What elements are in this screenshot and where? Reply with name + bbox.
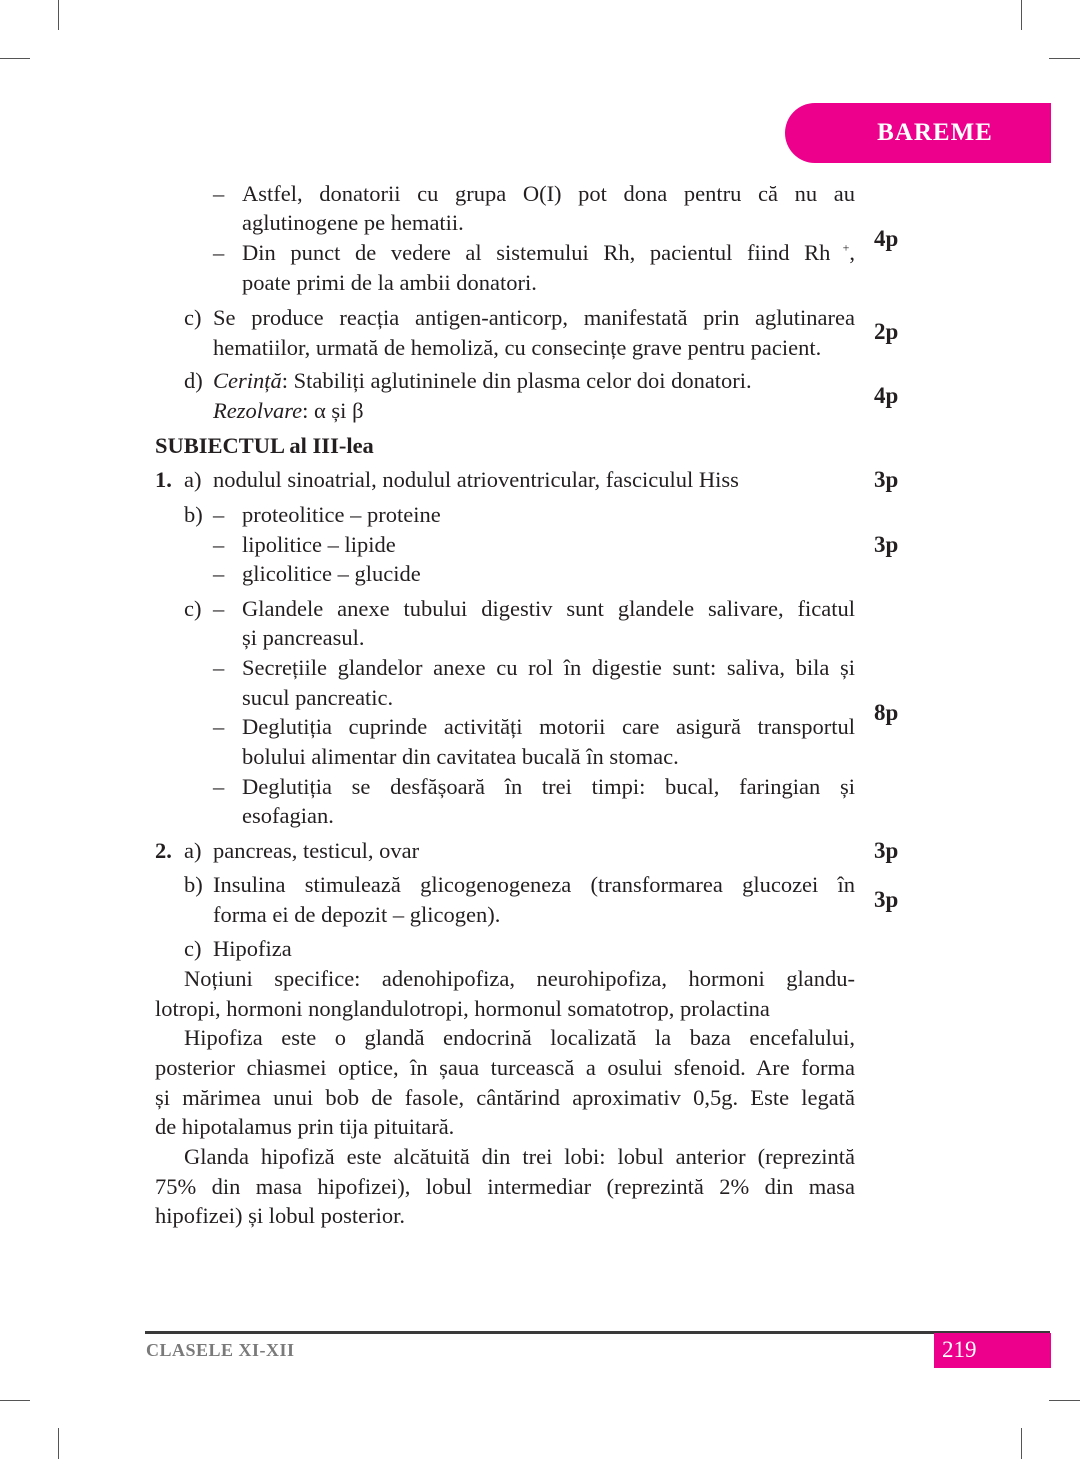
requirement: Cerință: Stabiliți aglutininele din plasma celor doi donatori. — [213, 368, 752, 393]
item-label: a) — [184, 838, 202, 863]
points: 3p — [874, 532, 899, 557]
points: 4p — [874, 383, 899, 408]
crop-mark — [0, 1400, 30, 1401]
points: 3p — [874, 887, 899, 912]
paragraph-line: de hipotalamus prin tija pituitară. — [155, 1114, 455, 1139]
crop-mark — [0, 58, 30, 59]
answer-text: Hipofiza — [213, 936, 292, 961]
page-number: 219 — [942, 1337, 977, 1362]
paragraph-line: Glanda hipofiză este alcătuită din trei lobi: lobul anterior (reprezintă — [184, 1144, 855, 1169]
dash: – — [213, 502, 225, 527]
dash: – — [213, 714, 225, 739]
answer-text: Insulina stimulează glicogenogeneza (transformarea glucozei în — [213, 872, 855, 897]
crop-mark — [58, 0, 59, 30]
section-tab-label: BAREME — [877, 119, 993, 146]
points: 8p — [874, 700, 899, 725]
points: 4p — [874, 226, 899, 251]
answer-text: nodulul sinoatrial, nodulul atrioventricular, fasciculul Hiss — [213, 467, 739, 492]
crop-mark — [58, 1428, 59, 1459]
section-heading: SUBIECTUL al III-lea — [155, 433, 374, 458]
answer-text: pancreas, testicul, ovar — [213, 838, 420, 863]
bullet-text: Glandele anexe tubului digestiv sunt glandele salivare, ficatul — [242, 596, 855, 621]
paragraph-line: lotropi, hormoni nonglandulotropi, hormonul somatotrop, prolactina — [155, 996, 770, 1021]
bullet-text: bolului alimentar din cavitatea bucală în stomac. — [242, 744, 679, 769]
crop-mark — [1021, 1428, 1022, 1459]
bullet-text: esofagian. — [242, 803, 334, 828]
dash: – — [213, 240, 225, 265]
item-label: b) — [184, 502, 203, 527]
bullet-text: poate primi de la ambii donatori. — [242, 270, 537, 295]
answer-text: hematiilor, urmată de hemoliză, cu consecințe grave pentru pacient. — [213, 335, 822, 360]
page-number-box — [934, 1333, 1051, 1368]
question-number: 1. — [155, 467, 172, 492]
bullet-text: Secrețiile glandelor anexe cu rol în digestie sunt: saliva, bila și — [242, 655, 855, 680]
dash: – — [213, 774, 225, 799]
answer-text: Se produce reacția antigen-anticorp, manifestată prin aglutinarea — [213, 305, 855, 330]
bullet-text: Astfel, donatorii cu grupa O(I) pot dona pentru că nu au — [242, 181, 855, 206]
footer-classes: CLASELE XI-XII — [146, 1340, 295, 1360]
paragraph-line: Hipofiza este o glandă endocrină localizată la baza encefalului, — [184, 1025, 855, 1050]
crop-mark — [1049, 58, 1080, 59]
bullet-text: sucul pancreatic. — [242, 685, 394, 710]
bullet-text: Deglutiția se desfășoară în trei timpi: bucal, faringian și — [242, 774, 855, 799]
bullet-text: aglutinogene pe hematii. — [242, 210, 464, 235]
paragraph-line: hipofizei) și lobul posterior. — [155, 1203, 405, 1228]
section-tab — [785, 103, 1051, 163]
bullet-text: Din punct de vedere al sistemului Rh, pacientul fiind Rh +, — [242, 240, 855, 265]
crop-mark — [1049, 1400, 1080, 1401]
list-item: proteolitice – proteine — [242, 502, 441, 527]
dash: – — [213, 561, 225, 586]
item-label: c) — [184, 305, 202, 330]
dash: – — [213, 532, 225, 557]
footer-rule — [145, 1331, 1050, 1334]
list-item: lipolitice – lipide — [242, 532, 396, 557]
question-number: 2. — [155, 838, 172, 863]
points: 3p — [874, 467, 899, 492]
paragraph-line: și mărimea unui bob de fasole, cântărind aproximativ 0,5g. Este legată — [155, 1085, 855, 1110]
points: 3p — [874, 838, 899, 863]
bullet-text: Deglutiția cuprinde activități motorii care asigură transportul — [242, 714, 855, 739]
dash: – — [213, 655, 225, 680]
list-item: glicolitice – glucide — [242, 561, 421, 586]
paragraph-line: Noțiuni specifice: adenohipofiza, neurohipofiza, hormoni glandu- — [184, 966, 855, 991]
item-label: a) — [184, 467, 202, 492]
solution: Rezolvare: α și β — [213, 398, 364, 423]
answer-text: forma ei de depozit – glicogen). — [213, 902, 501, 927]
points: 2p — [874, 319, 899, 344]
item-label: d) — [184, 368, 203, 393]
item-label: c) — [184, 596, 202, 621]
dash: – — [213, 181, 225, 206]
dash: – — [213, 596, 225, 621]
crop-mark — [1021, 0, 1022, 30]
item-label: c) — [184, 936, 202, 961]
item-label: b) — [184, 872, 203, 897]
paragraph-line: posterior chiasmei optice, în șaua turcească a osului sfenoid. Are forma — [155, 1055, 855, 1080]
bullet-text: și pancreasul. — [242, 625, 365, 650]
paragraph-line: 75% din masa hipofizei), lobul intermediar (reprezintă 2% din masa — [155, 1174, 855, 1199]
